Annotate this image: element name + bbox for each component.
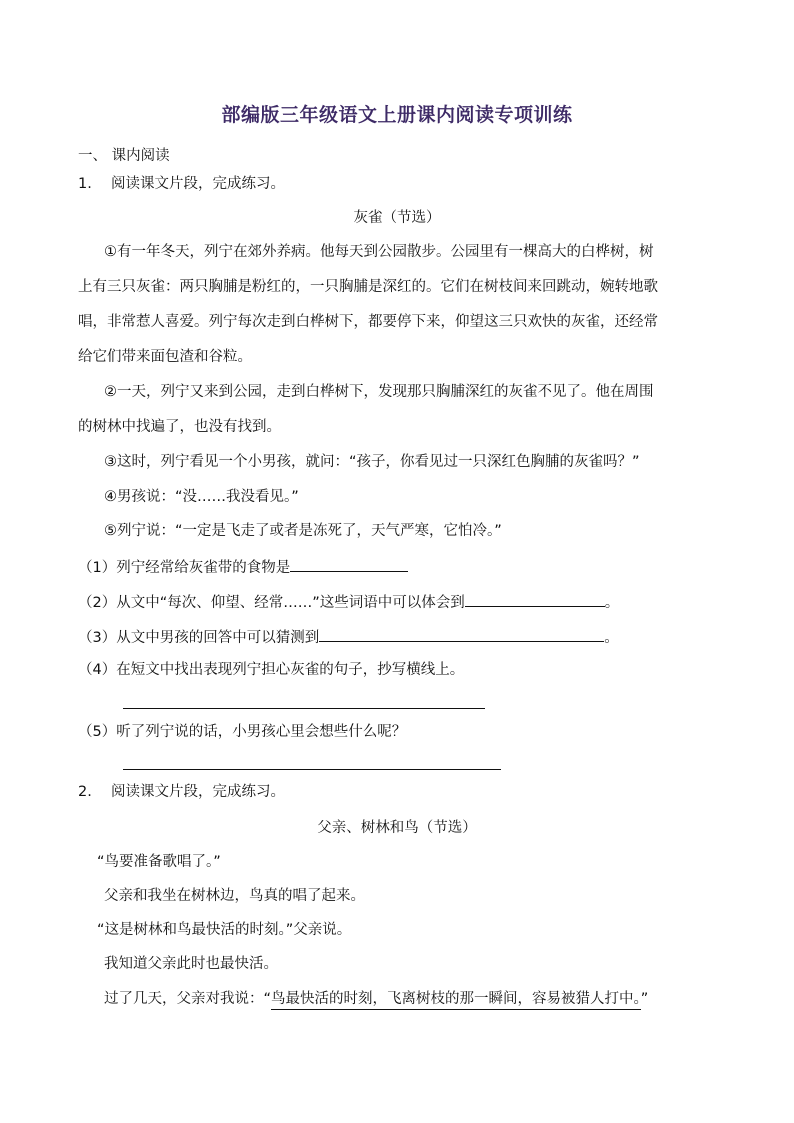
- answer-blank-3[interactable]: [319, 626, 604, 642]
- sub-question-2-end: 。: [604, 595, 620, 611]
- section-heading: 一、 课内阅读: [78, 148, 170, 164]
- passage-1-p1-line2: 上有三只灰雀：两只胸脯是粉红的，一只胸脯是深红的。它们在树枝间来回跳动，婉转地歌: [78, 279, 658, 295]
- passage-2-line3: “这是树林和鸟最快活的时刻。”父亲说。: [97, 922, 352, 938]
- passage-2-line5-start: 过了几天，父亲对我说：“: [104, 991, 272, 1007]
- passage-1-p5: ⑤列宁说：“一定是飞走了或者是冻死了，天气严寒，它怕冷。”: [104, 523, 502, 539]
- underlined-sentence: 鸟最快活的时刻，飞离树枝的那一瞬间，容易被猎人打中。: [271, 991, 641, 1010]
- answer-blank-1[interactable]: [290, 556, 408, 572]
- sub-question-1-text: （1）列宁经常给灰雀带的食物是: [78, 560, 291, 576]
- question-2-intro: 2. 阅读课文片段，完成练习。: [78, 784, 285, 800]
- document-title: 部编版三年级语文上册课内阅读专项训练: [221, 104, 573, 126]
- passage-2-line1: “鸟要准备歌唱了。”: [97, 854, 221, 870]
- passage-1-p1-line4: 给它们带来面包渣和谷粒。: [78, 349, 252, 365]
- answer-blank-2[interactable]: [465, 591, 605, 607]
- passage-2-line4: 我知道父亲此时也最快活。: [104, 956, 278, 972]
- passage-1-p2-line1: ②一天，列宁又来到公园，走到白桦树下，发现那只胸脯深红的灰雀不见了。他在周围: [104, 384, 654, 400]
- sub-question-3: [78, 626, 619, 648]
- passage-1-title: 灰雀（节选）: [353, 210, 441, 226]
- sub-question-3-end: 。: [604, 630, 619, 646]
- sub-question-2: [78, 591, 619, 613]
- passage-1-p1-line1: ①有一年冬天，列宁在郊外养病。他每天到公园散步。公园里有一棵高大的白桦树，树: [104, 244, 654, 260]
- sub-question-3-text: （3）从文中男孩的回答中可以猜测到: [78, 630, 320, 646]
- passage-1-p2-line2: 的树林中找遍了，也没有找到。: [78, 419, 281, 435]
- question-1-intro: 1. 阅读课文片段，完成练习。: [78, 176, 285, 192]
- passage-2-line2: 父亲和我坐在树林边，鸟真的唱了起来。: [104, 888, 365, 904]
- passage-2-title: 父亲、树林和鸟（节选）: [317, 820, 477, 836]
- sub-question-5: （5）听了列宁说的话，小男孩心里会想些什么呢？: [78, 724, 407, 740]
- sub-question-1: [78, 556, 408, 578]
- answer-line-5[interactable]: [123, 769, 501, 770]
- passage-1-p1-line3: 唱，非常惹人喜爱。列宁每次走到白桦树下，都要停下来，仰望这三只欢快的灰雀，还经常: [78, 314, 658, 330]
- passage-1-p3: ③这时，列宁看见一个小男孩，就问：“孩子，你看见过一只深红色胸脯的灰雀吗？”: [104, 454, 640, 470]
- passage-1-p4: ④男孩说：“没……我没看见。”: [104, 489, 299, 505]
- answer-line-4[interactable]: [123, 708, 485, 709]
- sub-question-4: （4）在短文中找出表现列宁担心灰雀的句子，抄写横线上。: [78, 662, 465, 678]
- passage-2-line5-end: ”: [640, 991, 649, 1007]
- passage-2-line5: [104, 989, 648, 1009]
- sub-question-2-text: （2）从文中“每次、仰望、经常……”这些词语中可以体会到: [78, 595, 465, 611]
